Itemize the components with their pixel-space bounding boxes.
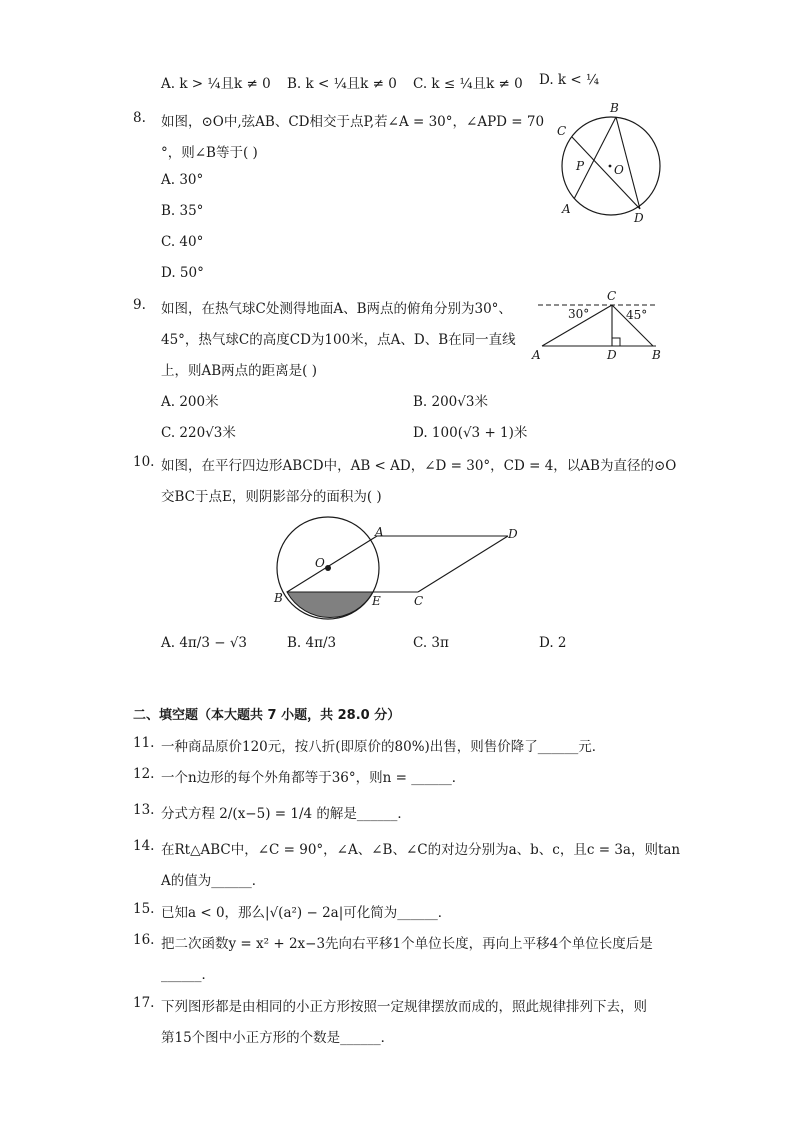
q8-option-c: C. 40° xyxy=(161,234,204,250)
q10-option-b: B. 4π/3 xyxy=(287,635,337,651)
q15-text: 已知a < 0，那么|√(a²) − 2a|可化简为______． xyxy=(161,905,452,921)
q7-option-c: C. k ≤ ¼且k ≠ 0 xyxy=(413,76,523,92)
q11-text: 一种商品原价120元，按八折(即原价的80%)出售，则售价降了______元． xyxy=(161,739,606,755)
q10-option-d: D. 2 xyxy=(539,635,567,651)
q9-label-c: C xyxy=(607,289,617,303)
q8-label-c: C xyxy=(557,124,567,138)
q9-label-b: B xyxy=(652,348,661,362)
q9-label-d: D xyxy=(607,348,617,362)
q9-label-a: A xyxy=(532,348,541,362)
q10-label-o: O xyxy=(315,556,325,570)
q12-number: 12. xyxy=(133,766,155,782)
q15-number: 15. xyxy=(133,901,155,917)
q7-option-b: B. k < ¼且k ≠ 0 xyxy=(287,76,397,92)
q10-label-d: D xyxy=(508,527,518,541)
q8-chord-ab xyxy=(574,117,616,199)
q8-label-p: P xyxy=(576,159,585,173)
q10-side-ab xyxy=(287,536,377,592)
q17-line-2: 第15个图中小正方形的个数是______． xyxy=(161,1030,395,1046)
q16-number: 16. xyxy=(133,932,155,948)
q8-number: 8. xyxy=(133,110,146,126)
q8-center-dot xyxy=(609,165,612,168)
q8-option-b: B. 35° xyxy=(161,203,204,219)
q12-text: 一个n边形的每个外角都等于36°，则n = ______． xyxy=(161,770,466,786)
q9-option-d: D. 100(√3 + 1)米 xyxy=(413,425,528,441)
q10-line-2: 交BC于点E，则阴影部分的面积为( ) xyxy=(161,489,382,505)
q14-number: 14. xyxy=(133,838,155,854)
q14-line-1: 在Rt△ABC中，∠C = 90°，∠A、∠B、∠C的对边分别为a、b、c，且c = 3a，则tan xyxy=(161,842,681,858)
q9-label-45deg: 45° xyxy=(626,308,648,322)
q10-option-c: C. 3π xyxy=(413,635,449,651)
q13-number: 13. xyxy=(133,802,155,818)
q16-line-2: ______． xyxy=(161,967,215,983)
q10-parallelogram-figure xyxy=(268,512,528,622)
q10-center-dot xyxy=(325,565,331,571)
q14-line-2: A的值为______． xyxy=(161,873,266,889)
section-2-title: 二、填空题（本大题共 7 小题，共 28.0 分） xyxy=(133,708,401,723)
q10-label-a: A xyxy=(375,525,384,539)
q9-number: 9. xyxy=(133,297,146,313)
q8-label-b: B xyxy=(610,101,619,115)
q7-option-d: D. k < ¼ xyxy=(539,72,600,88)
q9-line-1: 如图，在热气球C处测得地面A、B两点的俯角分别为30°、 xyxy=(161,301,512,317)
q10-label-e: E xyxy=(372,594,381,608)
q13-text: 分式方程 2/(x−5) = 1/4 的解是______． xyxy=(161,806,411,822)
q10-shaded-region xyxy=(287,592,373,618)
q17-number: 17. xyxy=(133,995,155,1011)
q10-label-c: C xyxy=(414,594,424,608)
q8-label-o: O xyxy=(614,163,624,177)
q8-line-2: °，则∠B等于( ) xyxy=(161,145,258,161)
q8-circle-figure xyxy=(550,100,670,230)
q10-option-a: A. 4π/3 − √3 xyxy=(161,635,248,651)
q9-option-c: C. 220√3米 xyxy=(161,425,236,441)
q8-option-a: A. 30° xyxy=(161,172,204,188)
q17-line-1: 下列图形都是由相同的小正方形按照一定规律摆放而成的，照此规律排列下去，则 xyxy=(161,999,647,1015)
q8-chord-cd xyxy=(572,137,640,209)
q9-option-b: B. 200√3米 xyxy=(413,394,488,410)
q9-line-2: 45°，热气球C的高度CD为100米，点A、D、B在同一直线 xyxy=(161,332,516,348)
q8-line-1: 如图，⊙O中,弦AB、CD相交于点P,若∠A = 30°，∠APD = 70 xyxy=(161,114,545,130)
q11-number: 11. xyxy=(133,735,155,751)
q10-line-1: 如图，在平行四边形ABCD中，AB < AD，∠D = 30°，CD = 4，以AB为直径的⊙O xyxy=(161,458,677,474)
q8-label-d: D xyxy=(634,211,644,225)
q16-line-1: 把二次函数y = x² + 2x−3先向右平移1个单位长度，再向上平移4个单位长度后是 xyxy=(161,936,653,952)
q8-label-a: A xyxy=(562,202,571,216)
q7-option-a: A. k > ¼且k ≠ 0 xyxy=(161,76,271,92)
q10-number: 10. xyxy=(133,454,155,470)
q9-balloon-figure xyxy=(528,286,668,366)
q10-label-b: B xyxy=(274,591,283,605)
q9-option-a: A. 200米 xyxy=(161,394,219,410)
q8-option-d: D. 50° xyxy=(161,265,204,281)
q9-line-3: 上，则AB两点的距离是( ) xyxy=(161,363,317,379)
q10-side-dc xyxy=(418,536,508,592)
q9-right-angle-mark xyxy=(612,338,620,346)
q9-label-30deg: 30° xyxy=(568,307,590,321)
